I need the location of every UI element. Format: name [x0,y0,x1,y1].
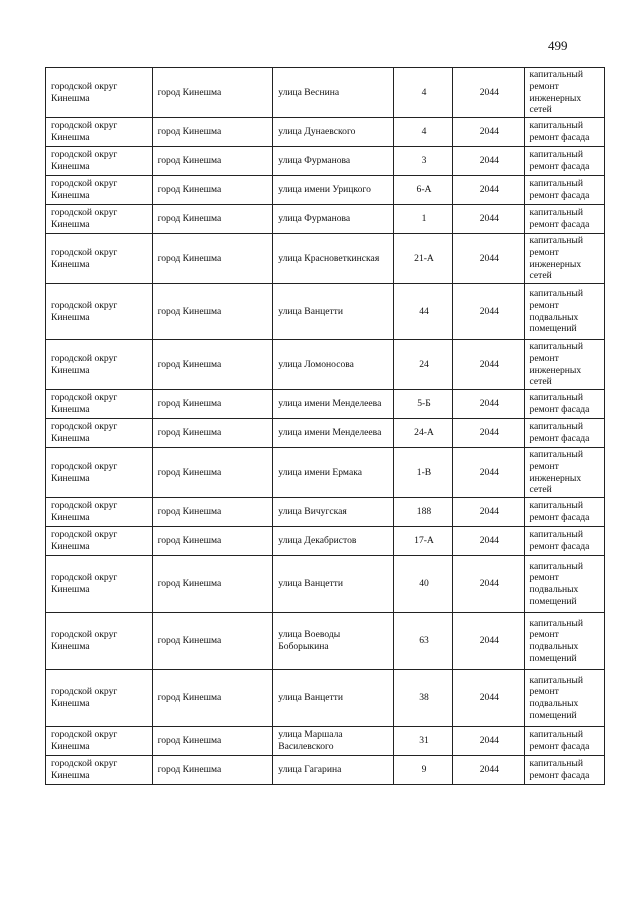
work-type-cell: капитальный ремонт подвальных помещений [524,284,604,340]
year-cell: 2044 [453,68,524,118]
work-type-cell: капитальный ремонт подвальных помещений [524,670,604,727]
street-cell: улица Ванцетти [273,556,394,613]
work-type-cell: капитальный ремонт инженерных сетей [524,68,604,118]
table-row [46,556,605,613]
district-cell: городской округ Кинешма [46,527,153,556]
street-cell: улица Веснина [273,68,394,118]
table-row [46,205,605,234]
year-cell: 2044 [453,147,524,176]
work-type-cell: капитальный ремонт фасада [524,390,604,419]
work-type-cell: капитальный ремонт фасада [524,756,604,785]
year-cell: 2044 [453,756,524,785]
city-cell: город Кинешма [152,205,273,234]
house-number-cell: 17-А [393,527,452,556]
house-number-cell: 38 [393,670,452,727]
district-cell: городской округ Кинешма [46,205,153,234]
work-type-cell: капитальный ремонт фасада [524,205,604,234]
street-cell: улица Красноветкинская [273,234,394,284]
district-cell: городской округ Кинешма [46,68,153,118]
district-cell: городской округ Кинешма [46,448,153,498]
street-cell: улица Гагарина [273,756,394,785]
housing-repair-table [45,67,605,785]
street-cell: улица Ванцетти [273,670,394,727]
district-cell: городской округ Кинешма [46,340,153,390]
year-cell: 2044 [453,419,524,448]
district-cell: городской округ Кинешма [46,670,153,727]
house-number-cell: 40 [393,556,452,613]
table-row [46,448,605,498]
street-cell: улица Фурманова [273,147,394,176]
house-number-cell: 9 [393,756,452,785]
city-cell: город Кинешма [152,756,273,785]
district-cell: городской округ Кинешма [46,556,153,613]
district-cell: городской округ Кинешма [46,419,153,448]
table-row [46,176,605,205]
house-number-cell: 21-А [393,234,452,284]
work-type-cell: капитальный ремонт инженерных сетей [524,340,604,390]
district-cell: городской округ Кинешма [46,613,153,670]
table-row [46,234,605,284]
table-row [46,756,605,785]
table-row [46,613,605,670]
table-row [46,670,605,727]
city-cell: город Кинешма [152,147,273,176]
house-number-cell: 3 [393,147,452,176]
city-cell: город Кинешма [152,68,273,118]
work-type-cell: капитальный ремонт фасада [524,118,604,147]
district-cell: городской округ Кинешма [46,727,153,756]
work-type-cell: капитальный ремонт фасада [524,498,604,527]
street-cell: улица Вичугская [273,498,394,527]
year-cell: 2044 [453,234,524,284]
table-row [46,284,605,340]
district-cell: городской округ Кинешма [46,234,153,284]
house-number-cell: 4 [393,68,452,118]
house-number-cell: 188 [393,498,452,527]
street-cell: улица Дунаевского [273,118,394,147]
table-row [46,498,605,527]
house-number-cell: 5-Б [393,390,452,419]
year-cell: 2044 [453,448,524,498]
year-cell: 2044 [453,498,524,527]
district-cell: городской округ Кинешма [46,390,153,419]
table-row [46,68,605,118]
year-cell: 2044 [453,613,524,670]
year-cell: 2044 [453,118,524,147]
work-type-cell: капитальный ремонт фасада [524,727,604,756]
year-cell: 2044 [453,527,524,556]
table-row [46,419,605,448]
street-cell: улица Ломоносова [273,340,394,390]
house-number-cell: 31 [393,727,452,756]
work-type-cell: капитальный ремонт подвальных помещений [524,556,604,613]
street-cell: улица Фурманова [273,205,394,234]
table-row [46,118,605,147]
table-row [46,390,605,419]
city-cell: город Кинешма [152,118,273,147]
house-number-cell: 1 [393,205,452,234]
district-cell: городской округ Кинешма [46,756,153,785]
city-cell: город Кинешма [152,527,273,556]
year-cell: 2044 [453,556,524,613]
street-cell: улица Маршала Василевского [273,727,394,756]
house-number-cell: 1-В [393,448,452,498]
house-number-cell: 24-А [393,419,452,448]
table-row [46,527,605,556]
year-cell: 2044 [453,670,524,727]
house-number-cell: 4 [393,118,452,147]
house-number-cell: 6-А [393,176,452,205]
street-cell: улица Декабристов [273,527,394,556]
city-cell: город Кинешма [152,613,273,670]
district-cell: городской округ Кинешма [46,176,153,205]
work-type-cell: капитальный ремонт фасада [524,176,604,205]
table-body [46,68,605,785]
work-type-cell: капитальный ремонт инженерных сетей [524,234,604,284]
city-cell: город Кинешма [152,390,273,419]
house-number-cell: 63 [393,613,452,670]
year-cell: 2044 [453,340,524,390]
work-type-cell: капитальный ремонт фасада [524,527,604,556]
district-cell: городской округ Кинешма [46,284,153,340]
city-cell: город Кинешма [152,340,273,390]
year-cell: 2044 [453,284,524,340]
city-cell: город Кинешма [152,234,273,284]
city-cell: город Кинешма [152,284,273,340]
year-cell: 2044 [453,205,524,234]
city-cell: город Кинешма [152,498,273,527]
work-type-cell: капитальный ремонт фасада [524,147,604,176]
table-row [46,727,605,756]
district-cell: городской округ Кинешма [46,498,153,527]
house-number-cell: 24 [393,340,452,390]
street-cell: улица Ванцетти [273,284,394,340]
city-cell: город Кинешма [152,727,273,756]
district-cell: городской округ Кинешма [46,118,153,147]
table-row [46,147,605,176]
city-cell: город Кинешма [152,176,273,205]
city-cell: город Кинешма [152,556,273,613]
work-type-cell: капитальный ремонт фасада [524,419,604,448]
street-cell: улица имени Ермака [273,448,394,498]
city-cell: город Кинешма [152,448,273,498]
year-cell: 2044 [453,390,524,419]
street-cell: улица имени Менделеева [273,419,394,448]
work-type-cell: капитальный ремонт подвальных помещений [524,613,604,670]
street-cell: улица имени Урицкого [273,176,394,205]
page-number: 499 [548,38,568,53]
work-type-cell: капитальный ремонт инженерных сетей [524,448,604,498]
street-cell: улица Воеводы Боборыкина [273,613,394,670]
city-cell: город Кинешма [152,670,273,727]
table-row [46,340,605,390]
district-cell: городской округ Кинешма [46,147,153,176]
street-cell: улица имени Менделеева [273,390,394,419]
year-cell: 2044 [453,727,524,756]
year-cell: 2044 [453,176,524,205]
city-cell: город Кинешма [152,419,273,448]
house-number-cell: 44 [393,284,452,340]
